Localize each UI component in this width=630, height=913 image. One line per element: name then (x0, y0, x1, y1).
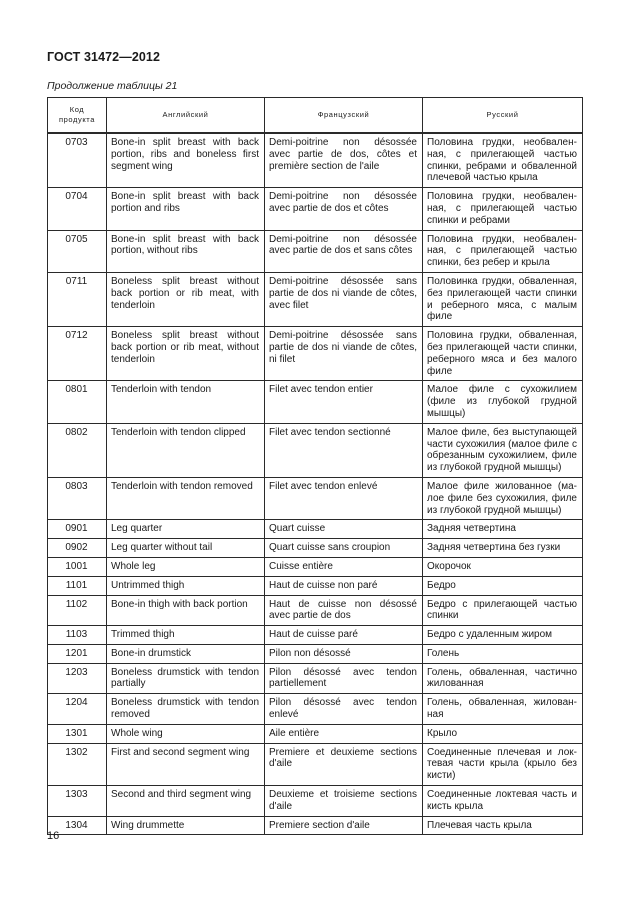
english-cell: Bone-in drumstick (107, 644, 265, 663)
russian-cell: Бедро (423, 576, 583, 595)
russian-cell: Соединенные плечевая и локтевая части крыла (крыло без кисти) (423, 743, 583, 785)
french-cell: Pilon désossé avec tendon partiellement (265, 663, 423, 694)
code-cell: 1303 (48, 786, 107, 817)
table-row (48, 539, 583, 558)
english-cell: Bone-in thigh with back portion (107, 595, 265, 626)
english-cell: Whole wing (107, 724, 265, 743)
english-cell: Whole leg (107, 557, 265, 576)
code-cell: 0801 (48, 381, 107, 423)
english-cell: Boneless drumstick with tendon partially (107, 663, 265, 694)
french-cell: Premiere et deuxieme sections d'aile (265, 743, 423, 785)
code-cell: 0712 (48, 327, 107, 381)
table-row (48, 626, 583, 645)
russian-cell: Окорочок (423, 557, 583, 576)
english-cell: Wing drummette (107, 816, 265, 835)
document-header: ГОСТ 31472—2012 (47, 50, 161, 64)
english-cell: Boneless drumstick with tendon removed (107, 694, 265, 725)
french-cell: Haut de cuisse non désossé avec partie de dos (265, 595, 423, 626)
code-cell: 0703 (48, 133, 107, 188)
header-russian: Русский (423, 98, 583, 134)
french-cell: Demi-poitrine non désossée avec partie de dos, côtes et première section de l'aile (265, 133, 423, 188)
table-row (48, 381, 583, 423)
russian-cell: Плечевая часть крыла (423, 816, 583, 835)
page-number: 16 (47, 830, 60, 842)
code-cell: 0704 (48, 188, 107, 230)
english-cell: First and second segment wing (107, 743, 265, 785)
code-cell: 1103 (48, 626, 107, 645)
code-cell: 1304 (48, 816, 107, 835)
code-cell: 1302 (48, 743, 107, 785)
french-cell: Pilon non désossé (265, 644, 423, 663)
french-cell: Quart cuisse (265, 520, 423, 539)
code-cell: 0803 (48, 477, 107, 519)
french-cell: Filet avec tendon sectionné (265, 423, 423, 477)
code-cell: 1101 (48, 576, 107, 595)
french-cell: Filet avec tendon enlevé (265, 477, 423, 519)
table-row (48, 133, 583, 188)
russian-cell: Голень (423, 644, 583, 663)
table-row (48, 644, 583, 663)
code-cell: 0705 (48, 230, 107, 272)
russian-cell: Половина грудки, необваленная, с прилегающей частью спинки и ребрами (423, 188, 583, 230)
table-continuation-caption: Продолжение таблицы 21 (47, 80, 178, 92)
code-cell: 1203 (48, 663, 107, 694)
english-cell: Untrimmed thigh (107, 576, 265, 595)
product-names-table (47, 97, 583, 835)
table-row (48, 576, 583, 595)
table-row (48, 477, 583, 519)
code-cell: 0902 (48, 539, 107, 558)
russian-cell: Половина грудки, обваленная, без прилегающей части спинки, реберного мяса и без малого филе (423, 327, 583, 381)
header-french: Французский (265, 98, 423, 134)
code-cell: 1201 (48, 644, 107, 663)
english-cell: Leg quarter without tail (107, 539, 265, 558)
table-row (48, 423, 583, 477)
english-cell: Leg quarter (107, 520, 265, 539)
english-cell: Tenderloin with tendon (107, 381, 265, 423)
french-cell: Haut de cuisse non paré (265, 576, 423, 595)
english-cell: Tenderloin with tendon removed (107, 477, 265, 519)
english-cell: Bone-in split breast with back portion, without ribs (107, 230, 265, 272)
french-cell: Demi-poitrine non désossée avec partie de dos et sans côtes (265, 230, 423, 272)
table-row (48, 272, 583, 326)
english-cell: Trimmed thigh (107, 626, 265, 645)
russian-cell: Малое филе жилованное (малое филе без сухожилия, филе из глубокой грудной мышцы) (423, 477, 583, 519)
french-cell: Demi-poitrine désossée sans partie de dos ni viande de côtes, ni filet (265, 327, 423, 381)
code-cell: 1204 (48, 694, 107, 725)
table-row (48, 230, 583, 272)
russian-cell: Соединенные локтевая часть и кисть крыла (423, 786, 583, 817)
table-row (48, 786, 583, 817)
russian-cell: Голень, обваленная, жилованная (423, 694, 583, 725)
header-code: Код продукта (48, 98, 107, 134)
table-row (48, 595, 583, 626)
code-cell: 1102 (48, 595, 107, 626)
table-row (48, 188, 583, 230)
english-cell: Tenderloin with tendon clipped (107, 423, 265, 477)
russian-cell: Малое филе с сухожилием (филе из глубокой грудной мышцы) (423, 381, 583, 423)
russian-cell: Половина грудки, необваленная, с прилегающей частью спинки, без ребер и крыла (423, 230, 583, 272)
table-row (48, 327, 583, 381)
russian-cell: Бедро с прилегающей частью спинки (423, 595, 583, 626)
table-row (48, 816, 583, 835)
russian-cell: Голень, обваленная, частично жилованная (423, 663, 583, 694)
russian-cell: Половинка грудки, обваленная, без прилегающей части спинки и реберного мяса, с малым филе (423, 272, 583, 326)
french-cell: Quart cuisse sans croupion (265, 539, 423, 558)
code-cell: 0802 (48, 423, 107, 477)
english-cell: Boneless split breast without back portion or rib meat, without tenderloin (107, 327, 265, 381)
header-english: Английский (107, 98, 265, 134)
french-cell: Premiere section d'aile (265, 816, 423, 835)
russian-cell: Задняя четвертина без гузки (423, 539, 583, 558)
code-cell: 0901 (48, 520, 107, 539)
table-row (48, 694, 583, 725)
english-cell: Bone-in split breast with back portion, ribs and boneless first segment wing (107, 133, 265, 188)
english-cell: Boneless split breast without back portion or rib meat, with tenderloin (107, 272, 265, 326)
french-cell: Demi-poitrine non désossée avec partie de dos et côtes (265, 188, 423, 230)
french-cell: Demi-poitrine désossée sans partie de dos ni viande de côtes, avec filet (265, 272, 423, 326)
english-cell: Bone-in split breast with back portion and ribs (107, 188, 265, 230)
code-cell: 0711 (48, 272, 107, 326)
french-cell: Aile entière (265, 724, 423, 743)
russian-cell: Бедро с удаленным жиром (423, 626, 583, 645)
english-cell: Second and third segment wing (107, 786, 265, 817)
french-cell: Filet avec tendon entier (265, 381, 423, 423)
table-row (48, 663, 583, 694)
code-cell: 1001 (48, 557, 107, 576)
code-cell: 1301 (48, 724, 107, 743)
table-body (48, 133, 583, 835)
russian-cell: Задняя четвертина (423, 520, 583, 539)
russian-cell: Половина грудки, необваленная, с прилегающей частью спинки, ребрами и обваленной плечевой частью крыла (423, 133, 583, 188)
french-cell: Deuxieme et troisieme sections d'aile (265, 786, 423, 817)
table-row (48, 743, 583, 785)
table-row (48, 557, 583, 576)
russian-cell: Малое филе, без выступающей части сухожилия (малое филе с обрезанным сухожилием, филе из глубокой грудной мышцы) (423, 423, 583, 477)
table-row (48, 520, 583, 539)
french-cell: Cuisse entière (265, 557, 423, 576)
russian-cell: Крыло (423, 724, 583, 743)
french-cell: Haut de cuisse paré (265, 626, 423, 645)
table-row (48, 724, 583, 743)
table-header-row (48, 98, 583, 134)
french-cell: Pilon désossé avec tendon enlevé (265, 694, 423, 725)
